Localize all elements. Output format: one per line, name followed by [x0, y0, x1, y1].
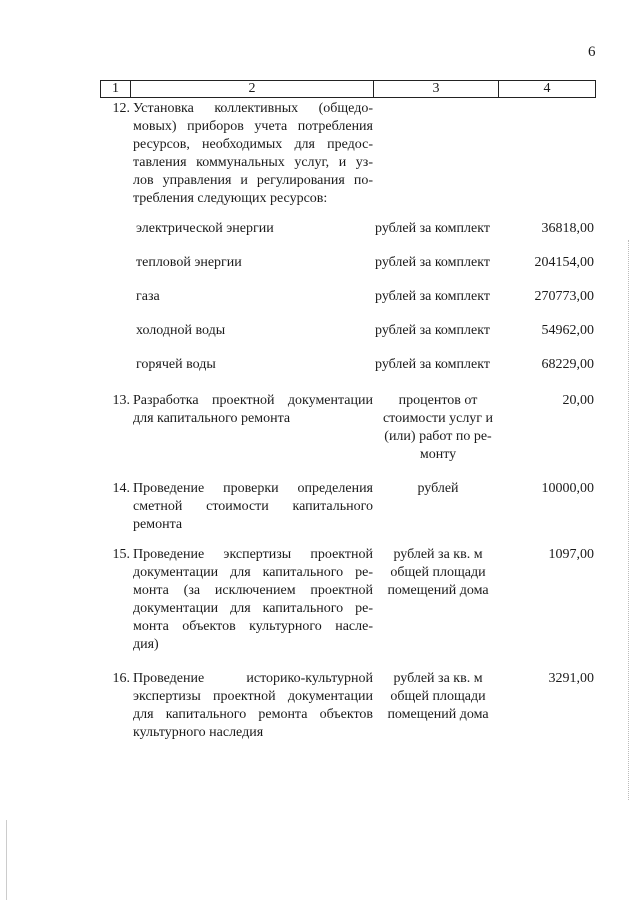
desc-line: Проведение историко-культурной: [133, 671, 373, 686]
row-description: [133, 670, 373, 742]
unit-line: рублей: [417, 481, 459, 496]
sub-unit: рублей за комплект: [375, 221, 490, 236]
desc-line: мовых) приборов учета потребления: [133, 119, 373, 134]
desc-line: ремонта: [133, 517, 183, 532]
table-header: [100, 80, 596, 98]
desc-line: Установка коллективных (общедо-: [133, 101, 373, 116]
scan-margin-line: [628, 240, 629, 800]
row-unit: [376, 670, 500, 724]
row-value: 20,00: [562, 393, 594, 408]
sub-unit: рублей за комплект: [375, 289, 490, 304]
row-number: 15.: [112, 547, 130, 562]
row-description: [133, 546, 373, 654]
row-description: [133, 100, 373, 208]
unit-line: помещений дома: [387, 583, 489, 598]
row-unit: [376, 546, 500, 600]
desc-line: Проведение проверки определения: [133, 481, 373, 496]
sub-value: 270773,00: [534, 289, 594, 304]
header-col-2: 2: [131, 81, 374, 97]
unit-line: общей площади: [390, 565, 486, 580]
desc-line: требления следующих ресурсов:: [133, 191, 328, 206]
sub-value: 36818,00: [541, 221, 594, 236]
row-description: [133, 392, 373, 428]
header-col-4: 4: [543, 81, 551, 96]
desc-line: для капитального ремонта объектов: [133, 707, 373, 722]
header-col-1: 1: [101, 81, 131, 97]
sub-label: холодной воды: [136, 323, 226, 338]
unit-line: помещений дома: [387, 707, 489, 722]
page-number: 6: [588, 44, 596, 60]
row-number: 13.: [112, 393, 130, 408]
unit-line: (или) работ по ре-: [384, 429, 492, 444]
row-number: 16.: [112, 671, 130, 686]
sub-label: электрической энергии: [136, 221, 274, 236]
sub-label: тепловой энергии: [136, 255, 242, 270]
sub-label: горячей воды: [136, 357, 216, 372]
row-value: 1097,00: [548, 547, 594, 562]
scan-edge-line: [6, 820, 7, 900]
desc-line: документации для капитального ре-: [133, 601, 373, 616]
desc-line: Проведение экспертизы проектной: [133, 547, 373, 562]
desc-line: Разработка проектной документации: [133, 393, 373, 408]
row-description: [133, 480, 373, 534]
row-unit: [376, 480, 500, 498]
row-unit: [376, 392, 500, 464]
row-value: 10000,00: [541, 481, 594, 496]
desc-line: документации для капитального ре-: [133, 565, 373, 580]
unit-line: рублей за кв. м: [393, 671, 483, 686]
sub-unit: рублей за комплект: [375, 323, 490, 338]
row-number: 12.: [112, 101, 130, 116]
unit-line: процентов от: [398, 393, 478, 408]
unit-line: общей площади: [390, 689, 486, 704]
unit-line: монту: [419, 447, 457, 462]
desc-line: тавления коммунальных услуг, и уз-: [133, 155, 373, 170]
unit-line: стоимости услуг и: [382, 411, 494, 426]
sub-value: 68229,00: [541, 357, 594, 372]
desc-line: культурного наследия: [133, 725, 264, 740]
desc-line: ресурсов, необходимых для предос-: [133, 137, 373, 152]
header-col-3: 3: [374, 81, 499, 97]
sub-unit: рублей за комплект: [375, 255, 490, 270]
sub-value: 204154,00: [534, 255, 594, 270]
unit-line: рублей за кв. м: [393, 547, 483, 562]
desc-line: лов управления и регулирования по-: [133, 173, 373, 188]
sub-label: газа: [136, 289, 160, 304]
sub-value: 54962,00: [541, 323, 594, 338]
desc-line: дия): [133, 637, 159, 652]
desc-line: экспертизы проектной документации: [133, 689, 373, 704]
desc-line: для капитального ремонта: [133, 411, 291, 426]
desc-line: монта объектов культурного насле-: [133, 619, 373, 634]
row-number: 14.: [112, 481, 130, 496]
row-value: 3291,00: [548, 671, 594, 686]
sub-unit: рублей за комплект: [375, 357, 490, 372]
desc-line: сметной стоимости капитального: [133, 499, 373, 514]
desc-line: монта (за исключением проектной: [133, 583, 373, 598]
